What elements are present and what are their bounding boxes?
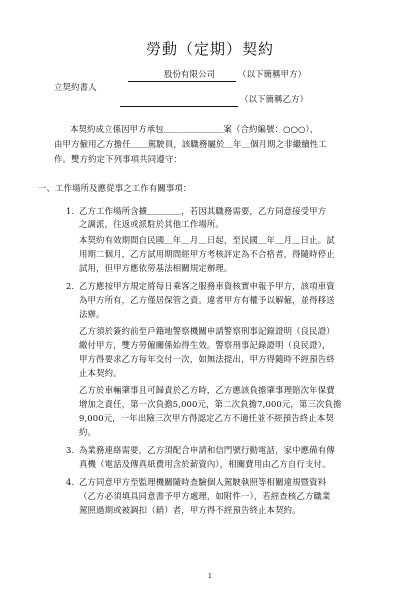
page-number: 1 (207, 572, 213, 580)
signer-label: 立契約書人 (54, 82, 97, 92)
document-title: 勞動（定期）契約 (145, 40, 274, 58)
section-heading: 一、工作場所及應從事之工作有關事項： (38, 183, 192, 193)
party-a-company: 股份有限公司 (164, 69, 216, 79)
item-line: 止本契約。 (79, 368, 122, 378)
party-a-suffix: （以下簡稱甲方） (238, 69, 307, 79)
item-line: 乙方須於簽約前至戶籍地警察機關申請警察刑事記錄證明（良民證） (79, 326, 335, 336)
item-line: 增加之責任，第一次負擔5,000元，第二次負擔7,000元，第三次負擔 (79, 399, 342, 409)
item-line: 約。 (79, 427, 97, 437)
item-line: 本契約有效期間自民國＿年＿月＿日起，至民國＿年＿月＿日止。試 (79, 235, 335, 245)
item-number: 1. (66, 206, 75, 216)
item-line: 乙方工作場所含擴＿＿＿＿，若因其職務需要，乙方同意接受甲方 (79, 206, 327, 216)
item-line: 之調派，往返或派駐於其他工作場所。 (79, 219, 224, 229)
intro-line: 作。雙方約定下列事項共同遵守： (54, 154, 182, 164)
item-line: 乙方應按甲方規定將每日乘客之服務車資核實申報予甲方，該項車資 (79, 281, 335, 291)
item-number: 4. (66, 477, 75, 487)
item-line: 乙方同意甲方至監理機關隨時查驗個人駕駛執照等相關違規暨資料 (79, 477, 327, 487)
item-line: 試用，但甲方應依勞基法相關規定辦理。 (79, 263, 233, 273)
item-line: 用期二個月，乙方試用期間經甲方考核評定為不合格者，得隨時停止 (79, 249, 335, 259)
intro-line: 由甲方僱用乙方擔任＿＿駕駛員，該職務屬於＿年＿個月期之非繼續性工 (54, 139, 327, 149)
item-number: 3. (66, 445, 75, 455)
party-b-underline (120, 95, 238, 107)
party-b-suffix: （以下簡稱乙方） (240, 94, 309, 104)
item-line: 真機（電話及傳真紙費用含於薪資內），相關費用由乙方自行支付。 (79, 459, 331, 469)
item-line: （乙方必須填具同意書予甲方處理，如附件一），若經查核乙方職業 (79, 491, 331, 501)
item-line: 駕照過期或被調扣（銷）者，甲方得不經預告終止本契約。 (79, 505, 301, 515)
item-line: 為業務連絡需要，乙方須配合申請和信門號行動電話，家中應備有傳 (79, 445, 335, 455)
intro-line: 本契約成立係因甲方承包＿＿＿＿＿＿＿案（合約編號：○○○）， (70, 124, 319, 134)
item-line: 繳付甲方，雙方勞僱關係始得生效。警察刑事記錄證明（良民證）， (79, 340, 331, 350)
item-line: 甲方得要求乙方每年交付一次，如無法提出，甲方得隨時不經預告終 (79, 354, 335, 364)
item-line: 法辦。 (79, 309, 105, 319)
item-line: 乙方於車輛肇事且可歸責於乙方時，乙方應該負擔肇事理賠次年保費 (79, 385, 335, 395)
item-line: 為甲方所有，乙方僅居保管之責。違者甲方有權予以解僱，並得移送 (79, 295, 335, 305)
item-number: 2. (66, 281, 75, 291)
item-line: 9,000元，一年出險三次甲方得認定乙方不適任並不經預告終止本契 (79, 413, 334, 423)
